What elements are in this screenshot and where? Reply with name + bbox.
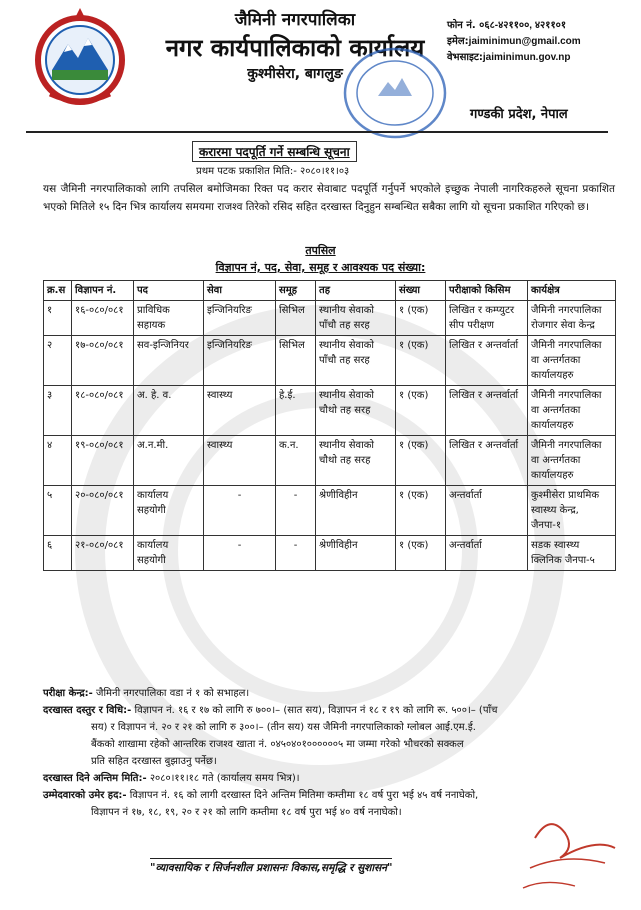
notice-paragraph: यस जैमिनी नगरपालिकाको लागि तपसिल बमोजिमका रिक्त पद करार सेवाबाट पदपूर्ति गर्नुपर्ने भएकोले इच्छुक नेपाली नागरिकहरुले सूचना प्रकाशित भएको मितिले १५ दिन भित्र कार्यालय समयमा राजश्व तिरेको रसिद सहित दरखास्त दिनुहुन सम्बन्धित सबैका लागि यो सूचना प्रकाशित गरिएको छ।: [43, 183, 615, 213]
table-cell: जैमिनी नगरपालिका वा अन्तर्गतका कार्यालयहरु: [528, 336, 616, 386]
table-cell: २१-०८०/०८१: [72, 536, 134, 571]
website-link[interactable]: jaiminimun.gov.np: [482, 52, 571, 63]
table-cell: -: [276, 486, 316, 536]
table-cell: कार्यालय सहयोगी: [134, 536, 204, 571]
notice-title: करारमा पदपूर्ति गर्ने सम्बन्धि सूचना: [192, 141, 357, 162]
age-line: उम्मेदवारको उमेर हद:- विज्ञापन नं. १६ को लागी दरखास्त दिने अन्तिम मितिमा कम्तीमा १८ वर्ष पुरा भई ४५ वर्ष ननाघेको,: [43, 790, 479, 801]
table-cell: लिखित र अन्तर्वार्ता: [446, 436, 528, 486]
fee-line-cont: बैंकको शाखामा रहेको आन्तरिक राजश्व खाता नं. ०४५०४०१००००००५ मा जम्मा गरेको भौचरको सक्कल: [91, 739, 464, 750]
nepal-emblem-logo: [30, 8, 130, 108]
table-cell: कुश्मीसेरा प्राथमिक स्वास्थ्य केन्द्र, जैनपा-१: [528, 486, 616, 536]
table-cell: सव-इन्जिनियर: [134, 336, 204, 386]
table-cell: २०-०८०/०८१: [72, 486, 134, 536]
slogan: "व्यावसायिक र सिर्जनशील प्रशासनः विकास,समृद्धि र सुशासन": [150, 858, 392, 875]
office-address: कुश्मीसेरा, बागलुङ: [247, 66, 343, 82]
publish-date: प्रथम पटक प्रकाशित मिति:- २०८०।११।०३: [196, 166, 350, 177]
table-cell: कार्यालय सहयोगी: [134, 486, 204, 536]
province-label: गण्डकी प्रदेश, नेपाल: [470, 107, 568, 122]
table-cell: अ.न.मी.: [134, 436, 204, 486]
table-cell: १: [44, 301, 72, 336]
website-line: वेभसाइट:jaiminimun.gov.np: [447, 52, 571, 63]
table-cell: इन्जिनियरिङ: [204, 301, 276, 336]
table-cell: १ (एक): [396, 436, 446, 486]
table-cell: लिखित र कम्प्युटर सीप परीक्षण: [446, 301, 528, 336]
contact-block: [447, 18, 581, 66]
office-name: नगर कार्यपालिकाको कार्यालय: [165, 34, 425, 62]
table-row: [44, 386, 616, 436]
col-header: विज्ञापन नं.: [72, 281, 134, 301]
table-row: [44, 436, 616, 486]
table-cell: स्थानीय सेवाको पाँचौ तह सरह: [316, 336, 396, 386]
fee-line-cont: प्रति सहित दरखास्त बुझाउनु पर्नेछ।: [91, 756, 217, 767]
table-cell: लिखित र अन्तर्वार्ता: [446, 386, 528, 436]
table-cell: अन्तर्वार्ता: [446, 536, 528, 571]
table-cell: लिखित र अन्तर्वार्ता: [446, 336, 528, 386]
email-link[interactable]: jaiminimun@gmail.com: [468, 36, 581, 47]
table-cell: स्वास्थ्य: [204, 386, 276, 436]
table-cell: १ (एक): [396, 386, 446, 436]
fee-line-cont: सय) र विज्ञापन नं. २० र २१ को लागि रु ३००।– (तीन सय) यस जैमिनी नगरपालिकाको ग्लोबल आई.एम.ई.: [91, 722, 476, 733]
table-cell: -: [204, 486, 276, 536]
col-header: क्र.स: [44, 281, 72, 301]
table-cell: जैमिनी नगरपालिका वा अन्तर्गतका कार्यालयहरु: [528, 386, 616, 436]
table-cell: सिभिल: [276, 301, 316, 336]
table-cell: क.न.: [276, 436, 316, 486]
header-divider: [26, 131, 608, 133]
table-row: [44, 536, 616, 571]
table-row: [44, 486, 616, 536]
table-cell: -: [276, 536, 316, 571]
municipality-name: जैमिनी नगरपालिका: [234, 10, 356, 30]
table-cell: १ (एक): [396, 486, 446, 536]
table-cell: १६-०८०/०८१: [72, 301, 134, 336]
table-cell: १९-०८०/०८१: [72, 436, 134, 486]
col-header: सेवा: [204, 281, 276, 301]
table-cell: अ. हे. व.: [134, 386, 204, 436]
table-cell: जैमिनी नगरपालिका वा अन्तर्गतका कार्यालयहरु: [528, 436, 616, 486]
table-cell: स्थानीय सेवाको चौथो तह सरह: [316, 436, 396, 486]
table-cell: २: [44, 336, 72, 386]
col-header: पद: [134, 281, 204, 301]
table-cell: प्राविधिक सहायक: [134, 301, 204, 336]
table-cell: स्थानीय सेवाको पाँचौ तह सरह: [316, 301, 396, 336]
table-cell: १ (एक): [396, 536, 446, 571]
fee-line: दरखास्त दस्तुर र विधि:- विज्ञापन नं. १६ र १७ को लागि रु ७००।– (सात सय), विज्ञापन नं १८ र १९ को लागि रू. ५००।– (पाँच: [43, 705, 498, 716]
table-header-row: [44, 281, 616, 301]
table-cell: श्रेणीविहीन: [316, 486, 396, 536]
table-cell: हे.ई.: [276, 386, 316, 436]
table-cell: १ (एक): [396, 336, 446, 386]
col-header: समूह: [276, 281, 316, 301]
age-line-cont: विज्ञापन नं १७, १८, १९, २० र २१ को लागि कम्तीमा १८ वर्ष पुरा भई ४० वर्ष ननाघेको।: [91, 807, 402, 818]
table-cell: ५: [44, 486, 72, 536]
table-subtitle: विज्ञापन नं, पद, सेवा, समूह र आवश्यक पद संख्या:: [215, 261, 426, 274]
col-header: संख्या: [396, 281, 446, 301]
email-line: इमेल:jaiminimun@gmail.com: [447, 36, 581, 47]
table-cell: जैमिनी नगरपालिका रोजगार सेवा केन्द्र: [528, 301, 616, 336]
table-cell: -: [204, 536, 276, 571]
notice-footer: [43, 685, 623, 821]
table-cell: अन्तर्वार्ता: [446, 486, 528, 536]
table-cell: १८-०८०/०८१: [72, 386, 134, 436]
table-cell: सिभिल: [276, 336, 316, 386]
col-header: परीक्षाको किसिम: [446, 281, 528, 301]
deadline-line: दरखास्त दिने अन्तिम मिति:- २०८०।११।१८ गते (कार्यालय समय भित्र)।: [43, 773, 300, 784]
table-cell: स्थानीय सेवाको चौथो तह सरह: [316, 386, 396, 436]
table-cell: १७-०८०/०८१: [72, 336, 134, 386]
phone-line: फोन नं. ०६८-४२११००, ४२११०१: [447, 20, 567, 31]
exam-center-line: परीक्षा केन्द्र:- जैमिनी नगरपालिका वडा नं १ को सभाहल।: [43, 688, 250, 699]
office-seal-stamp: [340, 44, 450, 142]
table-cell: स्वास्थ्य: [204, 436, 276, 486]
col-header: कार्यक्षेत्र: [528, 281, 616, 301]
table-cell: ३: [44, 386, 72, 436]
table-title: तपसिल: [305, 244, 336, 257]
table-row: [44, 336, 616, 386]
table-row: [44, 301, 616, 336]
table-cell: ६: [44, 536, 72, 571]
vacancy-table: [43, 280, 616, 571]
handwritten-signature: [505, 808, 640, 908]
table-cell: श्रेणीविहीन: [316, 536, 396, 571]
table-cell: ४: [44, 436, 72, 486]
table-cell: १ (एक): [396, 301, 446, 336]
col-header: तह: [316, 281, 396, 301]
table-cell: सडक स्वास्थ्य क्लिनिक जैनपा-५: [528, 536, 616, 571]
table-cell: इन्जिनियरिङ: [204, 336, 276, 386]
